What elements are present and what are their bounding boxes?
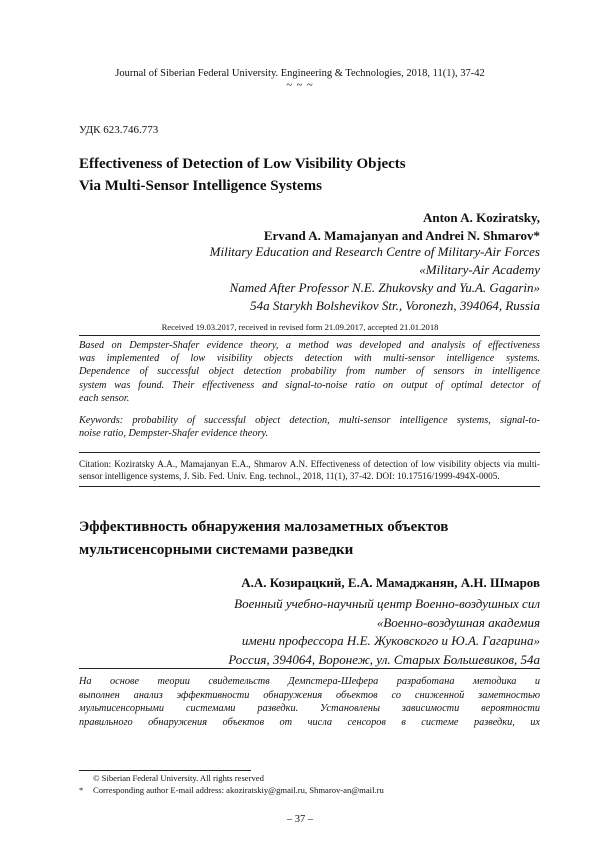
title-russian	[79, 516, 448, 562]
footnote-corresponding	[79, 785, 384, 797]
citation	[79, 458, 540, 482]
abstract-line: Based on Dempster-Shafer evidence theory, a method was developed and analysis of effectiveness	[79, 340, 540, 351]
footnote-copyright	[79, 773, 384, 785]
citation-line: sensor intelligence systems, J. Sib. Fed. Univ. Eng. technol., 2018, 11(1), 37-42. DOI: 10.17516/1999-494X-0005.	[79, 471, 500, 481]
affiliation-line: Military Education and Research Centre of Military-Air Forces	[209, 244, 540, 259]
title-russian-line: мультисенсорными системами разведки	[79, 542, 354, 558]
abstract-english	[79, 339, 540, 405]
keywords-line: Keywords: probability of successful object detection, multi-sensor intelligence systems, signal-to-	[79, 415, 540, 426]
divider	[79, 335, 540, 336]
affiliation-line: Военный учебно-научный центр Военно-воздушных сил	[234, 596, 540, 611]
keywords	[79, 414, 540, 440]
affiliation-line: «Military-Air Academy	[419, 262, 540, 277]
affiliation-line: 54a Starykh Bolshevikov Str., Voronezh, 394064, Russia	[250, 298, 540, 313]
abstract-line: выполнен анализ эффективности обнаружения объектов со сниженной заметностью	[79, 689, 540, 701]
author-line: Ervand A. Mamajanyan and Andrei N. Shmarov*	[263, 228, 540, 243]
title-russian-line: Эффективность обнаружения малозаметных объектов	[79, 519, 449, 535]
title-english	[79, 153, 406, 197]
affiliation-line: «Военно-воздушная академия	[376, 614, 540, 630]
footnote-text: © Siberian Federal University. All rights reserved	[93, 773, 264, 783]
authors-russian: А.А. Козирацкий, Е.А. Мамаджанян, А.Н. Шмаров	[241, 575, 540, 590]
footnotes	[79, 773, 384, 796]
affiliation-line: Россия, 394064, Воронеж, ул. Старых Большевиков, 54а	[228, 651, 540, 667]
footnote-text: Corresponding author E-mail address: akoziratskiy@gmail.ru, Shmarov-an@mail.ru	[93, 784, 384, 795]
abstract-line: правильного обнаружения объектов от числа сенсоров в системе разведки, их	[79, 716, 540, 728]
abstract-line: На основе теории свидетельств Демпстера-Шефера разработана методика и	[79, 676, 540, 687]
authors-english	[264, 209, 540, 245]
affiliation-line: Named After Professor N.E. Zhukovsky and Yu.A. Gagarin»	[229, 280, 540, 295]
footnote-mark: *	[79, 784, 84, 795]
received-dates: Received 19.03.2017, received in revised form 21.09.2017, accepted 21.01.2018	[161, 322, 439, 332]
divider	[79, 452, 540, 453]
divider	[79, 486, 540, 487]
abstract-line: was implemented of low visibility objects detection with multi-sensor intelligence systems.	[79, 353, 540, 365]
abstract-line: each sensor.	[79, 392, 130, 404]
abstract-line: Dependence of successful object detection probability from number of sensors in intelligence	[79, 366, 540, 378]
journal-header: Journal of Siberian Federal University. Engineering & Technologies, 2018, 11(1), 37-42	[115, 68, 485, 79]
title-english-line: Via Multi-Sensor Intelligence Systems	[79, 178, 322, 194]
abstract-line: system was found. Their effectiveness and signal-to-noise ratio on output of optimal detector of	[79, 379, 540, 391]
abstract-russian	[79, 675, 540, 729]
affiliation-english	[210, 243, 540, 315]
page-number: – 37 –	[286, 814, 314, 825]
divider	[79, 668, 540, 669]
author-line: Anton A. Koziratsky,	[422, 210, 540, 225]
affiliation-line: имени профессора Н.Е. Жуковского и Ю.А. Гагарина»	[241, 633, 540, 648]
affiliation-russian	[228, 595, 540, 669]
footnote-rule	[79, 770, 251, 771]
abstract-line: мультисенсорными системами разведки. Установлены зависимости вероятности	[79, 703, 540, 715]
citation-line: Citation: Koziratsky A.A., Mamajanyan E.A., Shmarov A.N. Effectiveness of detection of low visibility objects via multi-	[79, 459, 540, 469]
keywords-line: noise ratio, Dempster-Shafer evidence theory.	[79, 428, 269, 440]
title-english-line: Effectiveness of Detection of Low Visibility Objects	[79, 156, 406, 172]
udk-code: УДК 623.746.773	[79, 124, 159, 136]
header-separator: ~ ~ ~	[286, 80, 314, 91]
